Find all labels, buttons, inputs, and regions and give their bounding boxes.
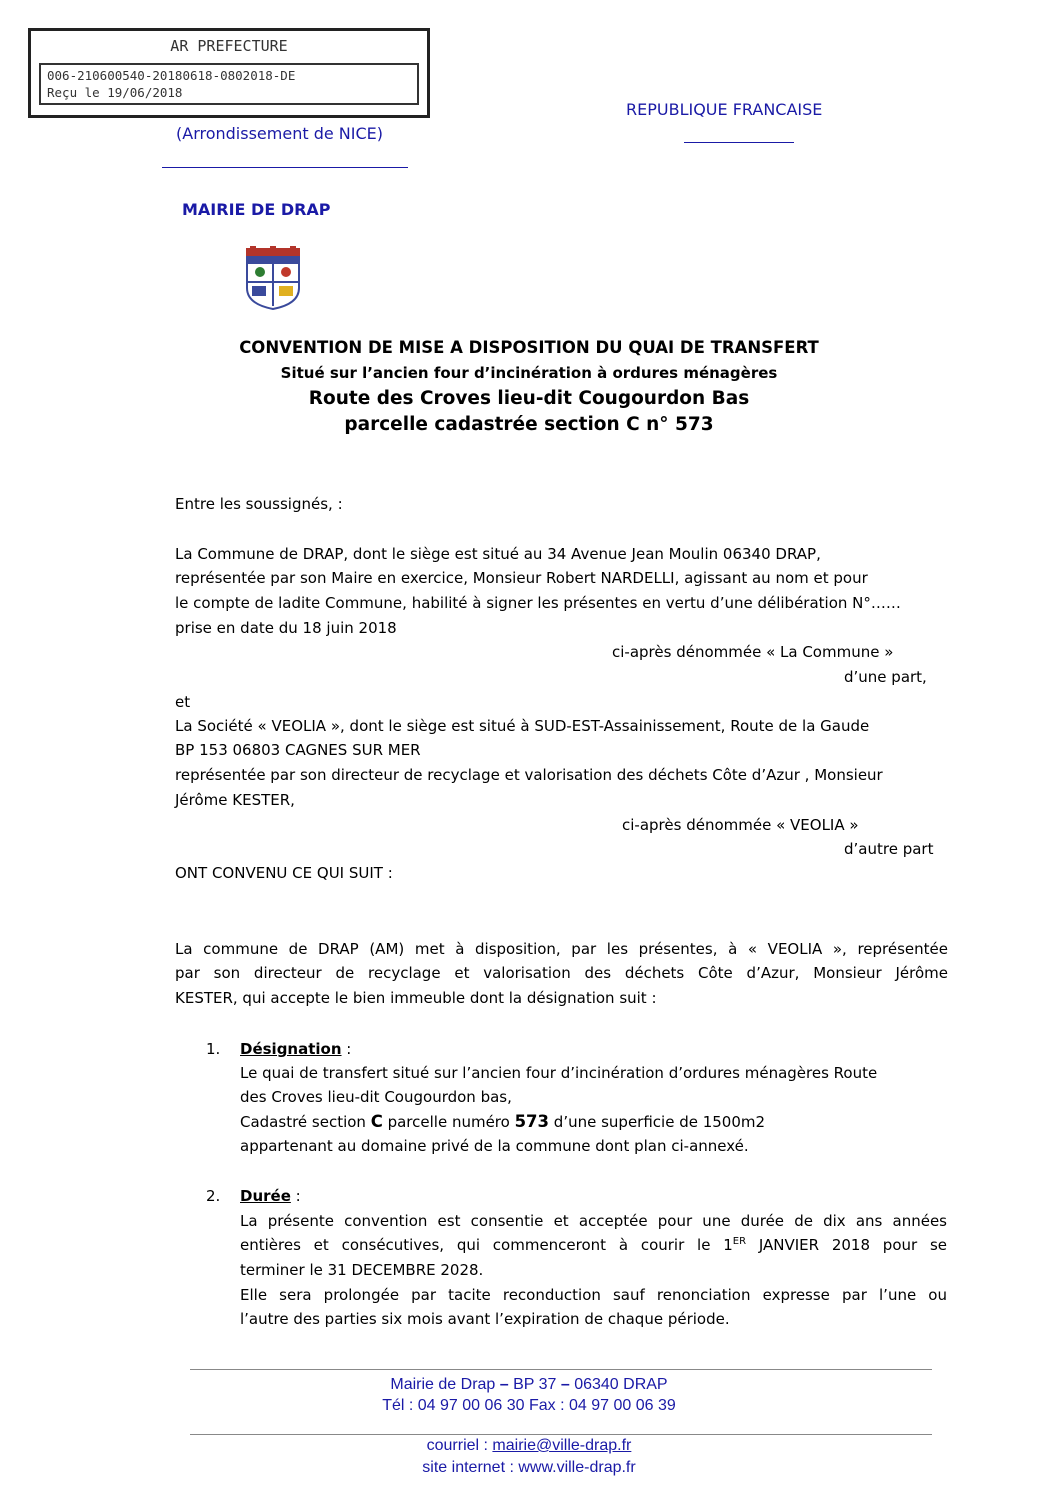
footer-email-label: courriel : — [426, 1437, 493, 1454]
second-party-label: d’autre part — [844, 840, 934, 858]
footer-address-a: Mairie de Drap — [390, 1376, 500, 1393]
republic-label: REPUBLIQUE FRANCAISE — [626, 100, 823, 119]
footer-dash-1: – — [499, 1376, 509, 1393]
item-2-line-2-a: entières et consécutives, qui commenceront à courir le 1 — [240, 1236, 733, 1254]
provision-line-1: La commune de DRAP (AM) met à disposition, par les présentes, à « VEOLIA », représentée — [175, 940, 948, 958]
item-2-number: 2. — [206, 1187, 221, 1205]
item-1-line-1: Le quai de transfert situé sur l’ancien four d’incinération d’ordures ménagères Route — [240, 1064, 878, 1082]
and-label: et — [175, 693, 191, 711]
item-1-section: C — [370, 1112, 383, 1131]
item-2-colon: : — [290, 1187, 301, 1205]
footer-dash-2: – — [560, 1376, 570, 1393]
item-1-heading-row — [240, 1040, 351, 1058]
commune-line-3: le compte de ladite Commune, habilité à signer les présentes en vertu d’une délibération N°…… — [175, 594, 901, 612]
header-divider-right — [684, 142, 794, 143]
item-1-line-4: appartenant au domaine privé de la commune dont plan ci-annexé. — [240, 1137, 749, 1155]
item-2-line-5: l’autre des parties six mois avant l’expiration de chaque période. — [240, 1310, 730, 1328]
footer-website[interactable]: site internet : www.ville-drap.fr — [422, 1459, 636, 1476]
item-1-line-3-e: d’une superficie de 1500m2 — [549, 1113, 766, 1131]
coat-of-arms-logo — [244, 246, 302, 310]
stamp-received-date: Reçu le 19/06/2018 — [47, 85, 183, 100]
commune-alias: ci-après dénommée « La Commune » — [612, 643, 894, 661]
stamp-box — [39, 63, 419, 105]
stamp-title: AR PREFECTURE — [170, 37, 288, 55]
provision-line-2: par son directeur de recyclage et valorisation des déchets Côte d’Azur, Monsieur Jérôme — [175, 964, 948, 982]
item-1-heading: Désignation — [240, 1040, 342, 1058]
stamp-reference: 006-210600540-20180618-0802018-DE — [47, 68, 296, 83]
footer-divider-bottom — [190, 1434, 932, 1435]
item-1-parcel-number: 573 — [514, 1112, 550, 1131]
item-1-line-3 — [240, 1112, 765, 1131]
veolia-line-2: BP 153 06803 CAGNES SUR MER — [175, 741, 421, 759]
item-1-number: 1. — [206, 1040, 221, 1058]
title-line-3: Route des Croves lieu-dit Cougourdon Bas — [308, 388, 750, 409]
arrondissement-label: (Arrondissement de NICE) — [176, 124, 383, 143]
header-divider-left — [162, 167, 408, 168]
footer-phone-fax: Tél : 04 97 00 06 30 Fax : 04 97 00 06 39 — [382, 1397, 676, 1414]
veolia-line-3: représentée par son directeur de recyclage et valorisation des déchets Côte d’Azur , Monsieur — [175, 766, 883, 784]
item-2-line-4: Elle sera prolongée par tacite reconduction sauf renonciation expresse par l’une ou — [240, 1286, 947, 1304]
title-line-1: CONVENTION DE MISE A DISPOSITION DU QUAI DE TRANSFERT — [239, 338, 819, 357]
veolia-line-1: La Société « VEOLIA », dont le siège est situé à SUD-EST-Assainissement, Route de la Gaude — [175, 717, 870, 735]
prefecture-stamp — [28, 28, 430, 118]
footer-address-e: 06340 DRAP — [569, 1376, 668, 1393]
item-2-line-2-b: JANVIER 2018 pour se — [746, 1236, 947, 1254]
agreement-heading: ONT CONVENU CE QUI SUIT : — [175, 864, 393, 882]
commune-line-4: prise en date du 18 juin 2018 — [175, 619, 397, 637]
item-1-line-3-a: Cadastré section — [240, 1113, 371, 1131]
footer-email-row — [0, 1437, 1058, 1455]
mairie-label: MAIRIE DE DRAP — [182, 200, 331, 219]
parties-intro: Entre les soussignés, : — [175, 495, 343, 513]
veolia-alias: ci-après dénommée « VEOLIA » — [622, 816, 859, 834]
title-line-2: Situé sur l’ancien four d’incinération à ordures ménagères — [280, 364, 778, 382]
first-party-label: d’une part, — [844, 668, 927, 686]
item-2-line-2 — [240, 1236, 947, 1254]
commune-line-2: représentée par son Maire en exercice, Monsieur Robert NARDELLI, agissant au nom et pour — [175, 569, 868, 587]
item-2-line-3: terminer le 31 DECEMBRE 2028. — [240, 1261, 484, 1279]
item-1-line-2: des Croves lieu-dit Cougourdon bas, — [240, 1088, 512, 1106]
footer-address — [0, 1376, 1058, 1394]
provision-line-3: KESTER, qui accepte le bien immeuble dont la désignation suit : — [175, 989, 657, 1007]
item-2-line-1: La présente convention est consentie et acceptée pour une durée de dix ans années — [240, 1212, 947, 1230]
item-1-colon: : — [341, 1040, 352, 1058]
footer-divider-top — [190, 1369, 932, 1370]
item-2-heading: Durée — [240, 1187, 291, 1205]
item-2-superscript: ER — [732, 1236, 747, 1247]
item-2-heading-row — [240, 1187, 301, 1205]
veolia-line-4: Jérôme KESTER, — [175, 791, 295, 809]
title-line-4: parcelle cadastrée section C n° 573 — [344, 414, 714, 435]
commune-line-1: La Commune de DRAP, dont le siège est situé au 34 Avenue Jean Moulin 06340 DRAP, — [175, 545, 821, 563]
footer-email-link[interactable]: mairie@ville-drap.fr — [492, 1437, 632, 1454]
footer-address-c: BP 37 — [508, 1376, 561, 1393]
item-1-line-3-c: parcelle numéro — [382, 1113, 515, 1131]
